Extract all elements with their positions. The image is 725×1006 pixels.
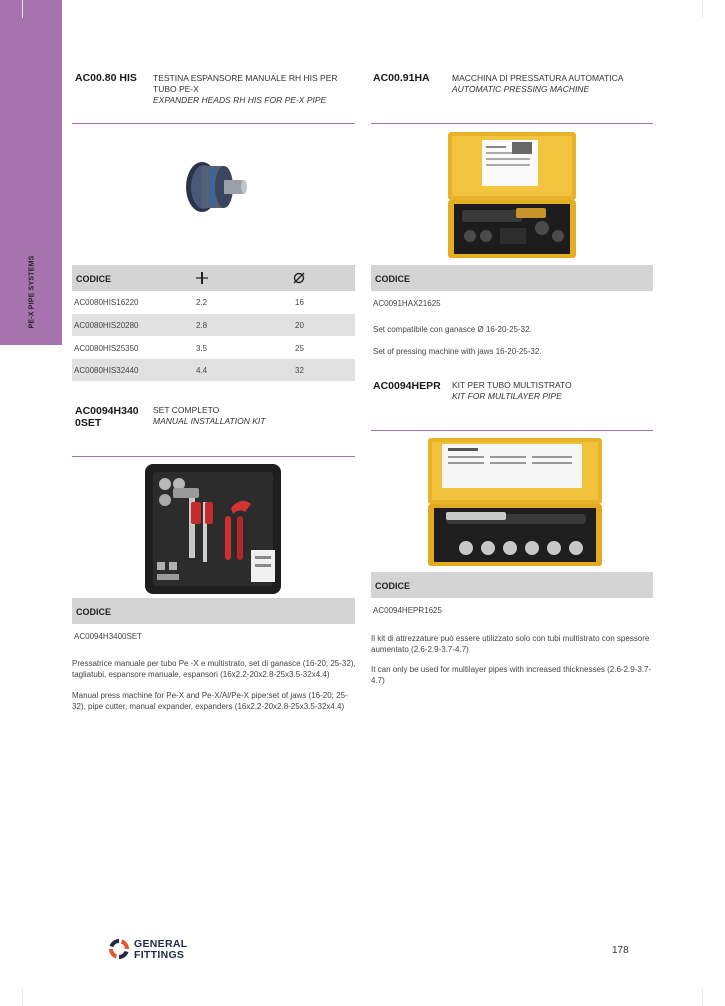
logo-text: GENERAL FITTINGS [134, 938, 188, 961]
company-logo [107, 935, 217, 965]
table-header [72, 265, 355, 291]
item-note-it: Il kit di attrezzature può essere utilizzato solo con tubi multistrato con spessore aumentato (2.6-2.9-3.7-4.7) [371, 634, 650, 654]
cell-thickness: 2.2 [196, 298, 208, 307]
cell-thickness: 2.8 [196, 321, 208, 330]
expander-head-image [180, 156, 250, 218]
table-row [72, 337, 355, 359]
product-description: SET COMPLETO MANUAL INSTALLATION KIT [153, 405, 266, 426]
cell-diameter: 16 [295, 298, 304, 307]
table-row [72, 314, 355, 336]
product-description: TESTINA ESPANSORE MANUALE RH HIS PER TUBO PE-X EXPANDER HEADS RH HIS FOR PE-X PIPE [153, 73, 338, 105]
column-header-code: CODICE [375, 581, 411, 591]
cell-code: AC0080HIS32440 [74, 366, 139, 375]
product-description: MACCHINA DI PRESSATURA AUTOMATICA AUTOMATIC PRESSING MACHINE [452, 73, 624, 94]
cell-diameter: 25 [295, 344, 304, 353]
thickness-icon [195, 272, 209, 284]
section-divider [371, 123, 653, 124]
logo-icon [107, 937, 131, 961]
column-header-code: CODICE [375, 274, 411, 284]
crop-mark [22, 0, 23, 18]
multilayer-kit-image [426, 436, 604, 568]
product-description: KIT PER TUBO MULTISTRATO KIT FOR MULTILAYER PIPE [452, 380, 572, 401]
item-note-en: It can only be used for multilayer pipes with increased thicknesses (2.6-2.9-3.7-4.7) [371, 665, 652, 685]
cell-code: AC0080HIS20280 [74, 321, 139, 330]
cell-code: AC0080HIS25350 [74, 344, 139, 353]
table-header [371, 572, 653, 598]
section-side-label: PE-X PIPE SYSTEMS [28, 255, 36, 329]
table-row [72, 291, 355, 313]
product-code: AC00.80 HIS [75, 72, 137, 84]
cell-diameter: 32 [295, 366, 304, 375]
item-note-en: Set of pressing machine with jaws 16-20-25-32. [373, 347, 542, 356]
table-header [371, 265, 653, 291]
item-code: AC0094H3400SET [74, 632, 143, 641]
cell-diameter: 20 [295, 321, 304, 330]
product-code: AC00.91HA [373, 72, 430, 84]
item-note-en: Manual press machine for Pe-X and Pe-X/Al/Pe-X pipe:set of jaws (16-20; 25-32), pipe cutter, manual expander, expanders (16x2.2-20x2.8-25x3.5-32x4.4) [72, 691, 348, 711]
product-code: AC0094H340 0SET [75, 405, 139, 429]
cell-thickness: 3.5 [196, 344, 208, 353]
column-header-code: CODICE [76, 607, 112, 617]
manual-installation-kit-image [143, 462, 283, 596]
product-code: AC0094HEPR [373, 380, 441, 392]
cell-code: AC0080HIS16220 [74, 298, 139, 307]
cell-thickness: 4.4 [196, 366, 208, 375]
item-code: AC0094HEPR1625 [373, 606, 442, 615]
section-divider [72, 456, 355, 457]
diameter-icon [293, 272, 305, 284]
section-divider [72, 123, 355, 124]
crop-mark [702, 988, 703, 1006]
item-note-it: Pressatrice manuale per tubo Pe -X e multistrato, set di ganasce (16-20; 25-32), tagliatubi, espansore manuale, espansori (16x2.2-20x2.8-25x3.5-32x4.4) [72, 659, 356, 679]
crop-mark [22, 988, 23, 1006]
column-header-code: CODICE [76, 274, 112, 284]
table-row [72, 359, 355, 381]
table-header [72, 598, 355, 624]
item-note-it: Set compatibile con ganasce Ø 16-20-25-32. [373, 325, 532, 334]
automatic-pressing-machine-image [446, 128, 578, 260]
crop-mark [702, 0, 703, 18]
item-code: AC0091HAX21625 [373, 299, 441, 308]
section-divider [371, 430, 653, 431]
page-number: 178 [612, 945, 629, 956]
